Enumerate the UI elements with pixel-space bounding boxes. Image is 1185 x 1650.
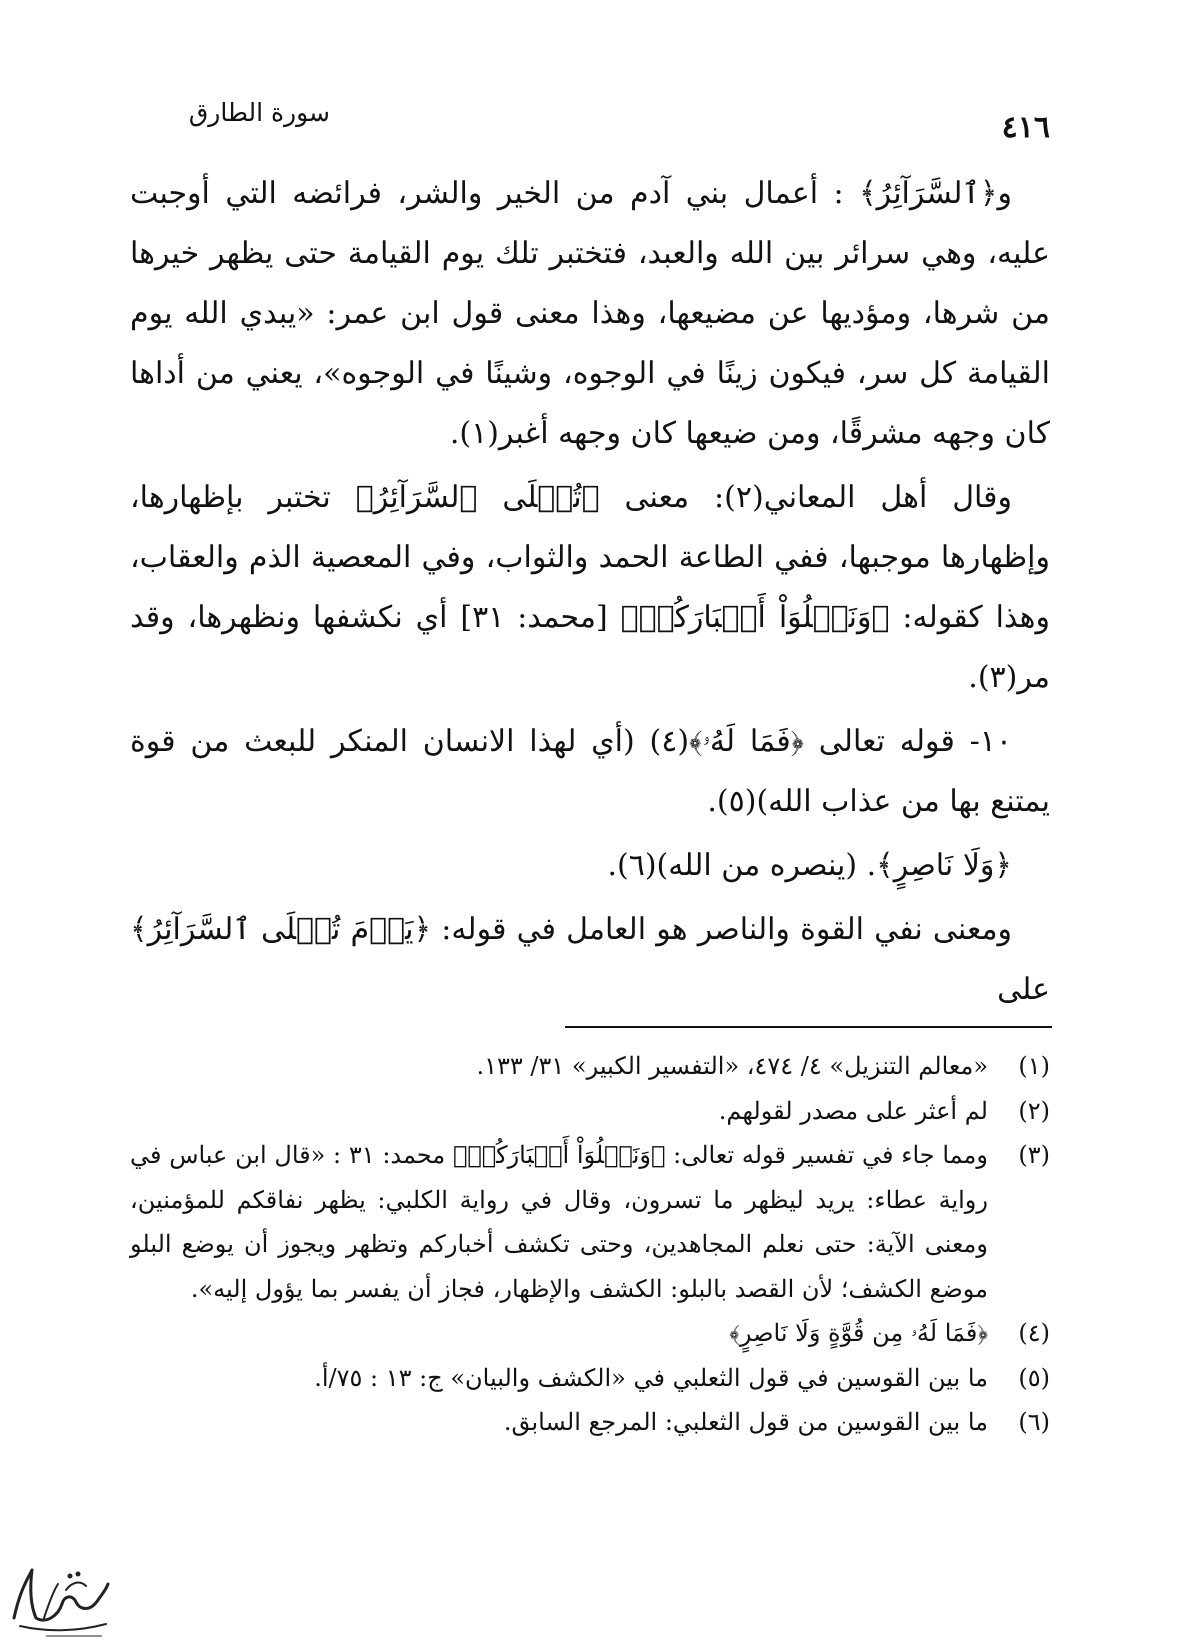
footnote-number: (٦) — [1018, 1408, 1050, 1436]
footnote-4 — [130, 1311, 1050, 1356]
footnote-text: «معالم التنزيل» ٤/ ٤٧٤، «التفسير الكبير» ٣١/ ١٣٣. — [476, 1052, 988, 1080]
footnote-text: ما بين القوسين من قول الثعلبي: المرجع السابق. — [503, 1408, 988, 1436]
almustafa-watermark-icon — [6, 1560, 114, 1640]
footnote-2 — [130, 1089, 1050, 1134]
paragraph-4: ﴿وَلَا نَاصِرٍ﴾. (ينصره من الله)(٦). — [607, 848, 1012, 883]
footnote-5 — [130, 1356, 1050, 1401]
paragraph-3: ١٠- قوله تعالى ﴿فَمَا لَهُۥ﴾(٤) (أي لهذا الانسان المنكر للبعث من قوة يمتنع بها من عذاب الله)(٥). — [130, 724, 1050, 819]
footnote-number: (٤) — [1018, 1319, 1050, 1347]
footnote-text: ﴿فَمَا لَهُۥ مِن قُوَّةٍ وَلَا نَاصِرٍ﴾ — [729, 1319, 988, 1347]
footnote-number: (٢) — [1018, 1096, 1050, 1125]
footnote-text: ومما جاء في تفسير قوله تعالى: ﴿وَنَبۡلُوَاْ أَخۡبَارَكُمۡ﴾ محمد: ٣١ : «قال ابن عباس في رواية عطاء: يريد ليظهر ما تسرون، وقال في رواية الكلبي: يظهر نفاقكم للمؤمنين، ومعنى الآية: حتى نعلم المجاهدين، وحتى تكشف أخباركم وتظهر ويجوز أن يوضع البلو موضع الكشف؛ لأن القصد بالبلو: الكشف والإظهار، فجاز أن يفسر بما يؤول إليه». — [130, 1141, 988, 1303]
page-number: ٤١٦ — [1001, 110, 1050, 145]
footnote-number: (٣) — [1018, 1141, 1050, 1169]
paragraph-2: وقال أهل المعاني(٢): معنى ﴿تُبۡلَى ٱلسَّرَآئِرُ﴾ تختبر بإظهارها، وإظهارها موجبها، ففي الطاعة الحمد والثواب، وفي المعصية الذم والعقاب، وهذا كقوله: ﴿وَنَبۡلُوَاْ أَخۡبَارَكُمۡ﴾ [محمد: ٣١] أي نكشفها ونظهرها، وقد مر(٣). — [130, 480, 1050, 695]
footnote-text: لم أعثر على مصدر لقولهم. — [718, 1096, 988, 1125]
footnotes — [130, 1044, 1050, 1445]
paragraph-5: ومعنى نفي القوة والناصر هو العامل في قوله: ﴿يَوۡمَ تُبۡلَى ٱلسَّرَآئِرُ﴾ على — [130, 912, 1050, 1007]
surah-title: سورة الطارق — [188, 98, 330, 127]
footnote-3 — [130, 1133, 1050, 1311]
main-text — [130, 164, 1050, 1024]
footnote-number: (١) — [1018, 1052, 1050, 1080]
paragraph-1: و﴿ٱلسَّرَآئِرُ﴾ : أعمال بني آدم من الخير والشر، فرائضه التي أوجبت عليه، وهي سرائر بين الله والعبد، فتختبر تلك يوم القيامة حتى يظهر خيرها من شرها، ومؤديها عن مضيعها، وهذا معنى قول ابن عمر: «يبدي الله يوم القيامة كل سر، فيكون زينًا في الوجوه، وشينًا في الوجوه»، يعني من أداها كان وجهه مشرقًا، ومن ضيعها كان وجهه أغبر(١). — [130, 176, 1050, 451]
footnote-6 — [130, 1400, 1050, 1445]
footnote-text: ما بين القوسين في قول الثعلبي في «الكشف والبيان» ج: ١٣ : ٧٥/أ. — [314, 1363, 988, 1392]
footnote-number: (٥) — [1018, 1363, 1050, 1392]
footnote-divider — [565, 1026, 1052, 1028]
footnote-1 — [130, 1044, 1050, 1089]
